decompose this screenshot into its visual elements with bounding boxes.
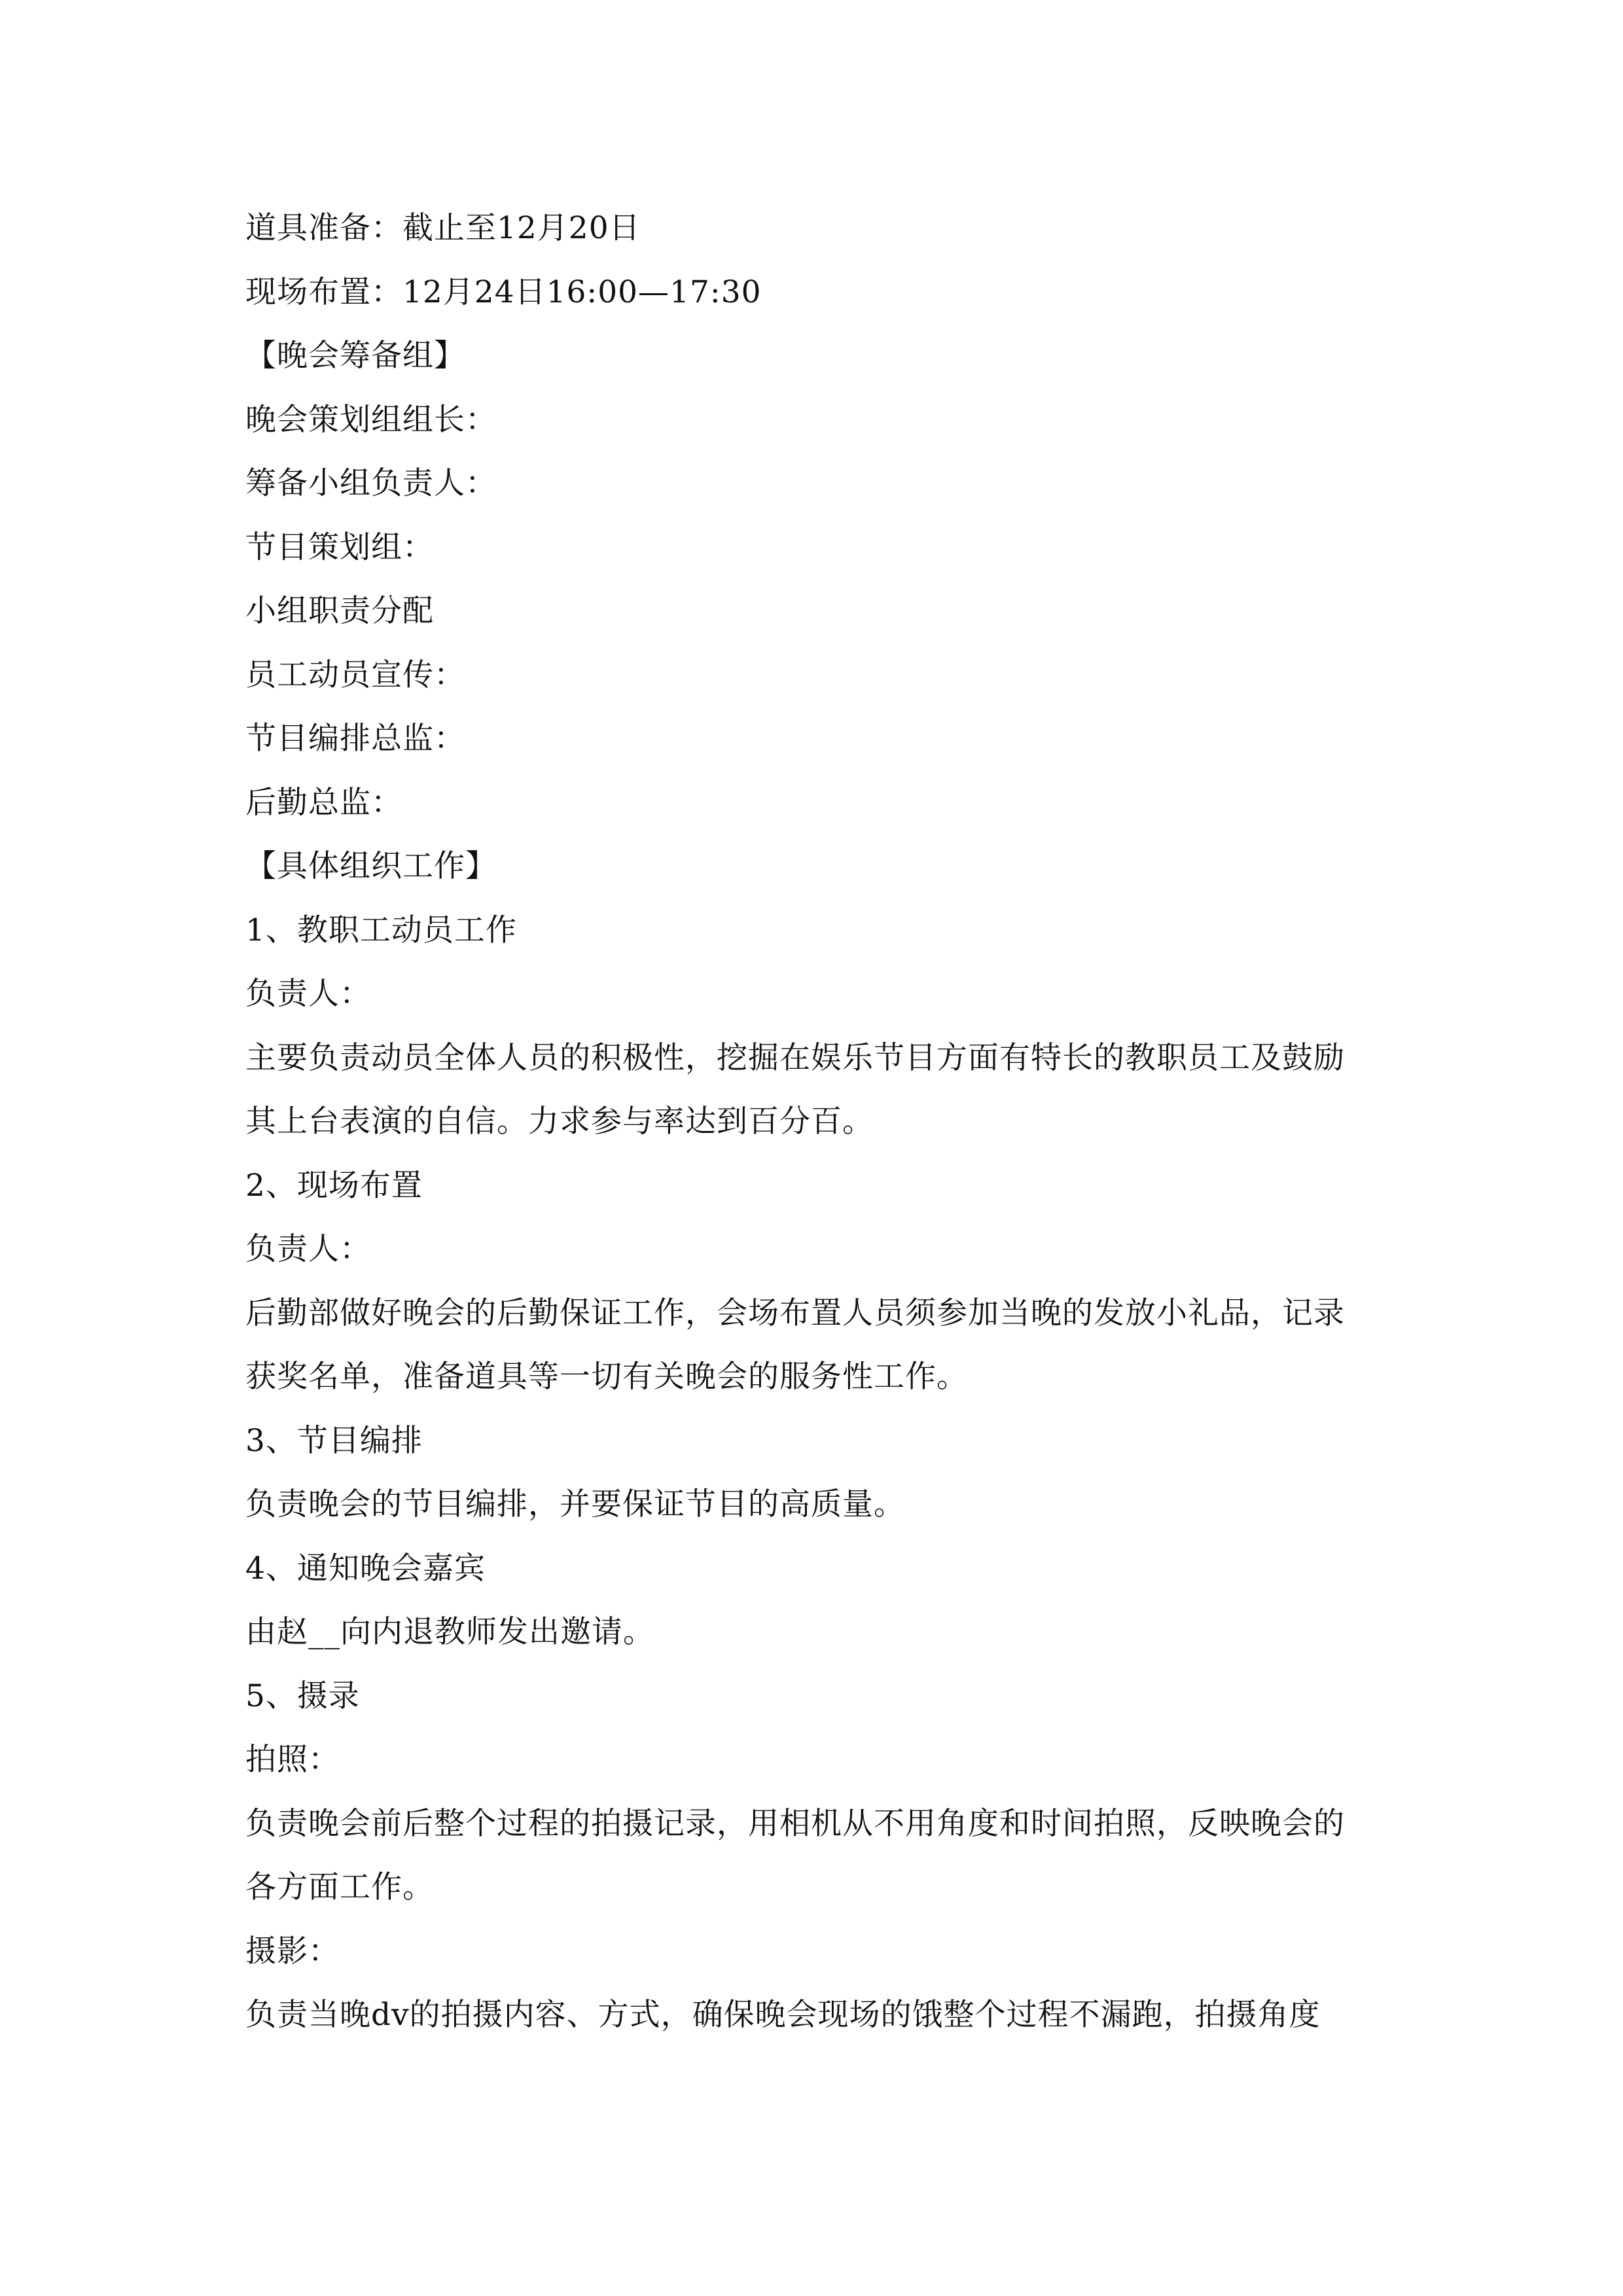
- paragraph-line: 由赵__向内退教师发出邀请。: [245, 1614, 654, 1650]
- text-line: 道具准备：截止至12月20日: [245, 210, 641, 246]
- text-line: 后勤总监：: [245, 784, 402, 821]
- text-line: 负责人：: [245, 976, 371, 1012]
- item-heading: 4、通知晚会嘉宾: [245, 1550, 486, 1587]
- section-heading: 【具体组织工作】: [245, 848, 497, 884]
- paragraph-line: 主要负责动员全体人员的积极性，挖掘在娱乐节目方面有特长的教职员工及鼓励: [245, 1039, 1345, 1076]
- text-line: 员工动员宣传：: [245, 656, 465, 693]
- section-heading: 【晚会筹备组】: [245, 338, 465, 374]
- text-line: 晚会策划组组长：: [245, 401, 497, 438]
- text-line: 现场布置：12月24日16:00—17:30: [245, 274, 762, 310]
- item-heading: 5、摄录: [245, 1677, 360, 1714]
- item-heading: 2、现场布置: [245, 1167, 423, 1204]
- paragraph-line: 各方面工作。: [245, 1869, 434, 1905]
- text-line: 负责人：: [245, 1231, 371, 1267]
- document-body: [245, 196, 1384, 2047]
- paragraph-line: 负责当晚dv的拍摄内容、方式，确保晚会现场的饿整个过程不漏跑，拍摄角度: [245, 1997, 1321, 2033]
- item-heading: 1、教职工动员工作: [245, 912, 517, 948]
- text-line: 节目编排总监：: [245, 721, 465, 757]
- text-line: 筹备小组负责人：: [245, 465, 497, 501]
- text-line: 摄影：: [245, 1933, 340, 1969]
- text-line: 拍照：: [245, 1742, 340, 1778]
- item-heading: 3、节目编排: [245, 1422, 423, 1459]
- text-line: 节目策划组：: [245, 529, 434, 565]
- paragraph-line: 负责晚会前后整个过程的拍摄记录，用相机从不用角度和时间拍照，反映晚会的: [245, 1805, 1345, 1842]
- text-line: 小组职责分配: [245, 593, 434, 629]
- paragraph-line: 其上台表演的自信。力求参与率达到百分百。: [245, 1103, 874, 1139]
- paragraph-line: 获奖名单，准备道具等一切有关晚会的服务性工作。: [245, 1359, 968, 1395]
- paragraph-line: 后勤部做好晚会的后勤保证工作，会场布置人员须参加当晚的发放小礼品，记录: [245, 1295, 1345, 1331]
- paragraph-line: 负责晚会的节目编排，并要保证节目的高质量。: [245, 1486, 905, 1522]
